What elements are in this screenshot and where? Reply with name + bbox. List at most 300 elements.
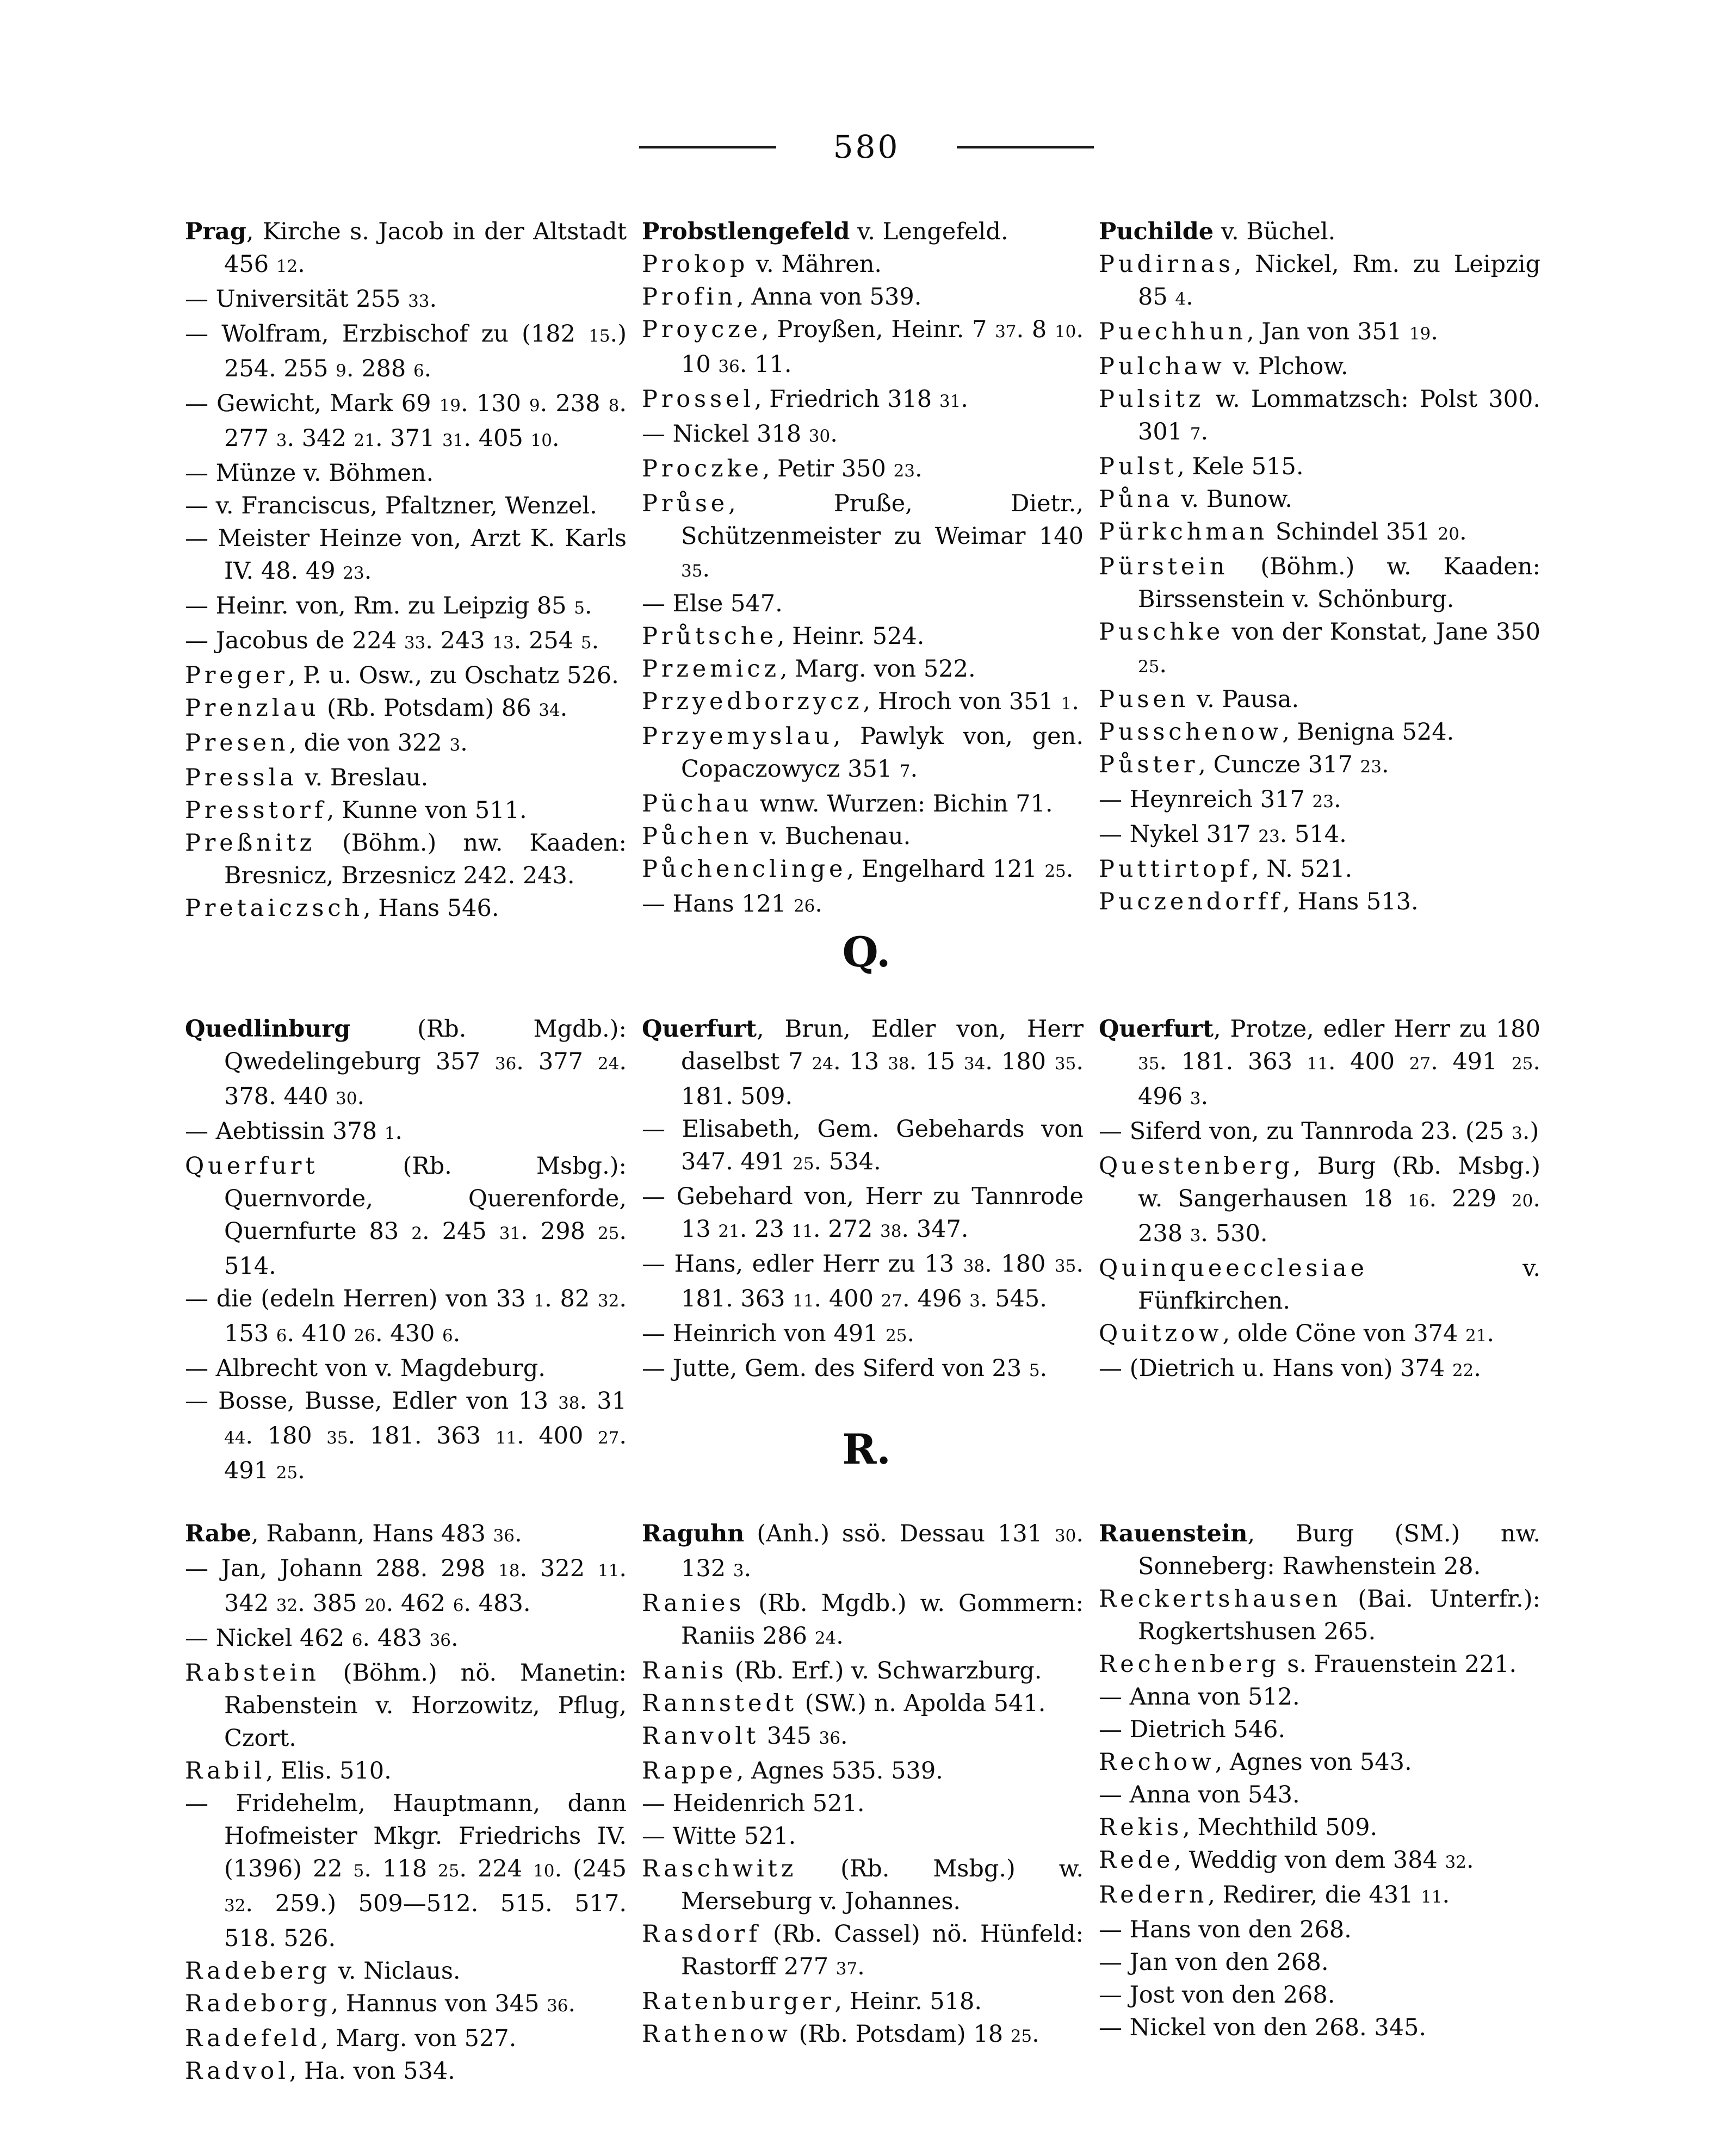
line-ref: 25	[597, 1224, 620, 1243]
entry-headword: Puechhun	[1099, 318, 1247, 345]
index-entry: Ratenburger, Heinr. 518.	[642, 1988, 982, 2015]
line-ref: 30	[1054, 1526, 1076, 1546]
line-ref: 21	[1465, 1326, 1487, 1346]
index-entry: — Universität 255 33.	[185, 286, 437, 313]
dash-mark: —	[1099, 1716, 1122, 1743]
index-entry: Rannstedt (SW.) n. Apolda 541.	[642, 1690, 1046, 1717]
index-entry: Püchau wnw. Wurzen: Bichin 71.	[642, 790, 1053, 817]
dash-mark: —	[185, 320, 208, 348]
header-rule-right	[957, 146, 1094, 148]
line-ref: 21	[354, 431, 375, 450]
entry-headword: Rasdorf	[642, 1920, 762, 1948]
dash-mark: —	[185, 492, 208, 519]
entry-headword: Rechenberg	[1099, 1651, 1280, 1678]
index-entry: Proycze, Proyßen, Heinr. 7 37. 8 10. 10 36. 11.	[642, 316, 1084, 378]
line-ref: 35	[1138, 1054, 1160, 1074]
line-ref: 15	[589, 326, 610, 346]
line-ref: 18	[498, 1561, 520, 1581]
dash-mark: —	[185, 1285, 208, 1312]
index-entry: Pulchaw v. Plchow.	[1099, 353, 1348, 380]
entry-headword: Rappe	[642, 1757, 736, 1785]
entry-headword: Půna	[1099, 486, 1174, 513]
dash-mark: —	[642, 420, 665, 448]
column-1	[185, 1013, 627, 1489]
index-entry: Radeborg, Hannus von 345 36.	[185, 1990, 576, 2017]
line-ref: 33	[408, 292, 430, 311]
line-ref: 12	[276, 257, 298, 276]
index-entry: Rappe, Agnes 535. 539.	[642, 1757, 943, 1785]
index-entry: Rauenstein, Burg (SM.) nw. Sonneberg: Rawhenstein 28.	[1099, 1520, 1540, 1580]
index-entry: Pusschenow, Benigna 524.	[1099, 718, 1455, 746]
dash-mark: —	[1099, 1355, 1122, 1382]
index-entry: — Aebtissin 378 1.	[185, 1118, 403, 1145]
entry-headword: Radvol	[185, 2058, 289, 2085]
entry-headword: Pulst	[1099, 453, 1178, 480]
entry-headword: Pusen	[1099, 686, 1190, 713]
line-ref: 10	[1054, 322, 1076, 342]
line-ref: 34	[963, 1054, 986, 1074]
entry-headword: Radeborg	[185, 1990, 331, 2017]
entry-headword: Ranis	[642, 1657, 727, 1684]
entry-headword: Profin	[642, 283, 737, 311]
index-entry: — Meister Heinze von, Arzt K. Karls IV. 48. 49 23.	[185, 525, 627, 585]
line-ref: 5	[574, 598, 585, 618]
index-entry: — Jost von den 268.	[1099, 1981, 1335, 2009]
section-r	[185, 1517, 1540, 2087]
index-entry: Rede, Weddig von dem 384 32.	[1099, 1847, 1474, 1874]
index-entry: — Anna von 543.	[1099, 1781, 1300, 1808]
entry-headword: Pudirnas	[1099, 251, 1234, 278]
entry-headword: Rauenstein	[1099, 1520, 1248, 1547]
index-entry: Prag, Kirche s. Jacob in der Altstadt 456 12.	[185, 218, 627, 278]
index-entry: Przemicz, Marg. von 522.	[642, 655, 976, 683]
index-entry: Puchilde v. Büchel.	[1099, 218, 1336, 245]
line-ref: 24	[812, 1054, 833, 1074]
index-entry: Půster, Cuncze 317 23.	[1099, 751, 1389, 778]
dash-mark: —	[642, 590, 665, 617]
index-entry: Querfurt, Protze, edler Herr zu 180 35. 181. 363 11. 400 27. 491 25. 496 3.	[1099, 1015, 1540, 1110]
line-ref: 20	[1438, 524, 1459, 544]
index-entry: Quedlinburg (Rb. Mgdb.): Qwedelingeburg 357 36. 377 24. 378. 440 30.	[185, 1015, 627, 1110]
section-p	[185, 215, 1540, 925]
dash-mark: —	[185, 1625, 208, 1652]
line-ref: 36	[819, 1728, 840, 1748]
line-ref: 36	[547, 1996, 568, 2016]
index-entry: — Witte 521.	[642, 1823, 796, 1850]
dash-mark: —	[185, 627, 208, 654]
index-entry: Radefeld, Marg. von 527.	[185, 2025, 517, 2052]
line-ref: 25	[886, 1326, 907, 1346]
index-entry: Questenberg, Burg (Rb. Msbg.) w. Sangerhausen 18 16. 229 20. 238 3. 530.	[1099, 1153, 1540, 1247]
index-entry: Průse, Pruße, Dietr., Schützenmeister zu Weimar 140 35.	[642, 490, 1084, 583]
dash-mark: —	[1099, 1118, 1122, 1145]
entry-headword: Quinqueecclesiae	[1099, 1255, 1368, 1282]
entry-headword: Pürkchman	[1099, 518, 1268, 546]
column-2	[642, 1013, 1084, 1387]
dash-mark: —	[1099, 821, 1122, 848]
index-entry: — Wolfram, Erzbischof zu (182 15.) 254. 255 9. 288 6.	[185, 320, 627, 382]
line-ref: 35	[1054, 1054, 1076, 1074]
entry-headword: Pressla	[185, 764, 298, 791]
line-ref: 16	[1408, 1191, 1429, 1211]
entry-headword: Pulsitz	[1099, 386, 1205, 413]
index-entry: — Dietrich 546.	[1099, 1716, 1286, 1743]
line-ref: 35	[681, 561, 703, 581]
line-ref: 6	[351, 1631, 363, 1650]
dash-mark: —	[1099, 1781, 1122, 1808]
index-entry: Proczke, Petir 350 23.	[642, 455, 923, 482]
index-entry: Půchen v. Buchenau.	[642, 823, 911, 850]
column-3	[1099, 215, 1540, 918]
dash-mark: —	[185, 1555, 208, 1582]
line-ref: 31	[442, 431, 464, 450]
entry-headword: Quitzow	[1099, 1320, 1223, 1347]
index-entry: Preger, P. u. Osw., zu Oschatz 526.	[185, 662, 619, 689]
index-entry: Puczendorff, Hans 513.	[1099, 888, 1419, 915]
entry-headword: Rede	[1099, 1847, 1174, 1874]
entry-headword: Presen	[185, 729, 289, 757]
line-ref: 37	[995, 322, 1017, 342]
line-ref: 11	[793, 1291, 814, 1311]
index-entry: Pulsitz w. Lommatzsch: Polst 300. 301 7.	[1099, 386, 1540, 445]
dash-mark: —	[185, 525, 208, 552]
dash-mark: —	[1099, 1683, 1122, 1711]
line-ref: 25	[276, 1463, 298, 1483]
line-ref: 25	[438, 1861, 460, 1881]
entry-headword: Querfurt	[642, 1015, 757, 1043]
line-ref: 11	[495, 1428, 517, 1448]
line-ref: 32	[276, 1596, 298, 1615]
index-entry: Radvol, Ha. von 534.	[185, 2058, 455, 2085]
line-ref: 44	[224, 1428, 246, 1448]
index-entry: Prokop v. Mähren.	[642, 251, 882, 278]
index-entry: — Jacobus de 224 33. 243 13. 254 5.	[185, 627, 599, 654]
line-ref: 23	[1360, 757, 1382, 777]
line-ref: 5	[353, 1861, 364, 1881]
entry-headword: Rabil	[185, 1757, 266, 1785]
index-entry: — Else 547.	[642, 590, 783, 617]
entry-headword: Rekis	[1099, 1814, 1183, 1841]
index-entry: Raschwitz (Rb. Msbg.) w. Merseburg v. Johannes.	[642, 1855, 1084, 1915]
index-entry: Pürkchman Schindel 351 20.	[1099, 518, 1467, 546]
entry-headword: Rabe	[185, 1520, 252, 1547]
index-entry: Prenzlau (Rb. Potsdam) 86 34.	[185, 695, 568, 722]
index-entry: Presstorf, Kunne von 511.	[185, 797, 527, 824]
line-ref: 23	[893, 461, 915, 481]
index-entry: Quitzow, olde Cöne von 374 21.	[1099, 1320, 1495, 1347]
entry-headword: Půchen	[642, 823, 752, 850]
line-ref: 36	[494, 1054, 517, 1074]
line-ref: 30	[808, 426, 831, 446]
index-entry: Redern, Redirer, die 431 11.	[1099, 1881, 1450, 1909]
line-ref: 25	[1010, 2027, 1032, 2046]
line-ref: 26	[354, 1326, 375, 1346]
index-entry: Rabil, Elis. 510.	[185, 1757, 392, 1785]
line-ref: 2	[411, 1224, 422, 1243]
index-entry: — Hans von den 268.	[1099, 1916, 1352, 1943]
index-entry: — Nickel 462 6. 483 36.	[185, 1625, 459, 1652]
entry-headword: Puschke	[1099, 618, 1224, 646]
entry-headword: Puczendorff	[1099, 888, 1283, 915]
line-ref: 27	[881, 1291, 903, 1311]
line-ref: 32	[597, 1291, 620, 1311]
entry-headword: Rechow	[1099, 1749, 1215, 1776]
index-entry: — Jutte, Gem. des Siferd von 23 5.	[642, 1355, 1048, 1382]
index-entry: Puschke von der Konstat, Jane 350 25.	[1099, 618, 1540, 678]
index-entry: — die (edeln Herren) von 33 1. 82 32. 153 6. 410 26. 430 6.	[185, 1285, 627, 1347]
column-1	[185, 215, 627, 925]
index-entry: Ranis (Rb. Erf.) v. Schwarzburg.	[642, 1657, 1042, 1684]
entry-headword: Radeberg	[185, 1957, 331, 1985]
line-ref: 36	[429, 1631, 451, 1650]
line-ref: 4	[1175, 289, 1186, 309]
index-entry: Pudirnas, Nickel, Rm. zu Leipzig 85 4.	[1099, 251, 1540, 311]
entry-headword: Rannstedt	[642, 1690, 797, 1717]
entry-headword: Průtsche	[642, 623, 777, 650]
entry-headword: Průse	[642, 490, 729, 517]
line-ref: 11	[1307, 1054, 1328, 1074]
section-header-r: R.	[842, 1425, 891, 1473]
entry-headword: Püchau	[642, 790, 753, 817]
entry-headword: Prokop	[642, 251, 749, 278]
index-entry: — Elisabeth, Gem. Gebehards von 347. 491 25. 534.	[642, 1116, 1084, 1175]
line-ref: 33	[404, 633, 426, 653]
entry-headword: Raschwitz	[642, 1855, 797, 1882]
index-entry: — (Dietrich u. Hans von) 374 22.	[1099, 1355, 1481, 1382]
entry-headword: Probstlengefeld	[642, 218, 850, 245]
column-2	[642, 215, 1084, 922]
index-entry: Rabstein (Böhm.) nö. Manetin: Rabenstein v. Horzowitz, Pflug, Czort.	[185, 1659, 627, 1752]
line-ref: 11	[1421, 1887, 1443, 1907]
line-ref: 23	[343, 563, 364, 583]
index-entry: Rabe, Rabann, Hans 483 36.	[185, 1520, 522, 1547]
line-ref: 3	[449, 735, 461, 755]
index-entry: Quinqueecclesiae v. Fünfkirchen.	[1099, 1255, 1540, 1315]
line-ref: 34	[539, 701, 560, 720]
entry-headword: Redern	[1099, 1881, 1208, 1909]
line-ref: 3	[969, 1291, 980, 1311]
entry-headword: Pürstein	[1099, 553, 1229, 580]
dash-mark: —	[185, 286, 208, 313]
entry-headword: Ranies	[642, 1590, 745, 1617]
index-entry: Průtsche, Heinr. 524.	[642, 623, 925, 650]
line-ref: 24	[814, 1628, 837, 1648]
line-ref: 26	[793, 896, 815, 916]
index-entry: Rechenberg s. Frauenstein 221.	[1099, 1651, 1517, 1678]
entry-headword: Pulchaw	[1099, 353, 1226, 380]
entry-headword: Quedlinburg	[185, 1015, 351, 1043]
index-entry: Pusen v. Pausa.	[1099, 686, 1299, 713]
entry-headword: Raguhn	[642, 1520, 745, 1547]
line-ref: 38	[880, 1222, 902, 1241]
entry-headword: Prenzlau	[185, 695, 320, 722]
entry-headword: Pretaiczsch	[185, 895, 363, 922]
line-ref: 6	[453, 1596, 464, 1615]
index-entry: Rasdorf (Rb. Cassel) nö. Hünfeld: Rastorff 277 37.	[642, 1920, 1084, 1980]
index-entry: Pressla v. Breslau.	[185, 764, 429, 791]
line-ref: 23	[1258, 827, 1280, 846]
line-ref: 38	[558, 1393, 580, 1413]
dash-mark: —	[642, 1823, 665, 1850]
line-ref: 27	[1409, 1054, 1431, 1074]
dash-mark: —	[642, 1320, 665, 1347]
dash-mark: —	[642, 1250, 665, 1278]
index-entry: Rekis, Mechthild 509.	[1099, 1814, 1378, 1841]
line-ref: 7	[1190, 424, 1201, 444]
index-entry: Presen, die von 322 3.	[185, 729, 468, 757]
line-ref: 9	[336, 361, 346, 381]
index-entry: Rechow, Agnes von 543.	[1099, 1749, 1412, 1776]
line-ref: 36	[718, 357, 740, 376]
entry-headword: Puttirtopf	[1099, 856, 1252, 883]
entry-headword: Proycze	[642, 316, 762, 343]
line-ref: 38	[963, 1256, 985, 1276]
index-entry: Puttirtopf, N. 521.	[1099, 856, 1353, 883]
line-ref: 37	[835, 1959, 858, 1979]
index-entry: — Albrecht von v. Magdeburg.	[185, 1355, 546, 1382]
line-ref: 25	[1511, 1054, 1533, 1074]
line-ref: 32	[224, 1896, 246, 1916]
index-entry: — Hans 121 26.	[642, 890, 823, 918]
entry-headword: Rathenow	[642, 2021, 791, 2048]
entry-headword: Proczke	[642, 455, 763, 482]
entry-headword: Půchenclinge	[642, 856, 847, 883]
index-entry: — Hans, edler Herr zu 13 38. 180 35. 181. 363 11. 400 27. 496 3. 545.	[642, 1250, 1084, 1312]
dash-mark: —	[642, 1790, 665, 1817]
index-entry: Půna v. Bunow.	[1099, 486, 1292, 513]
dash-mark: —	[1099, 786, 1122, 813]
index-entry: Querfurt, Brun, Edler von, Herr daselbst 7 24. 13 38. 15 34. 180 35. 181. 509.	[642, 1015, 1084, 1110]
entry-headword: Radefeld	[185, 2025, 321, 2052]
page-number: 580	[833, 128, 900, 165]
entry-headword: Ranvolt	[642, 1723, 760, 1750]
index-entry: Przyemyslau, Pawlyk von, gen. Copaczowycz 351 7.	[642, 723, 1084, 783]
index-entry: Půchenclinge, Engelhard 121 25.	[642, 856, 1074, 883]
index-entry: — Heinr. von, Rm. zu Leipzig 85 5.	[185, 592, 592, 619]
line-ref: 25	[793, 1154, 814, 1174]
index-entry: Rathenow (Rb. Potsdam) 18 25.	[642, 2021, 1039, 2048]
index-entry: — Heynreich 317 23.	[1099, 786, 1341, 813]
column-1	[185, 1517, 627, 2087]
line-ref: 36	[493, 1526, 515, 1546]
line-ref: 8	[608, 396, 620, 416]
line-ref: 3	[276, 431, 287, 450]
dash-mark: —	[1099, 1916, 1122, 1943]
line-ref: 3	[733, 1561, 744, 1581]
line-ref: 3	[1190, 1089, 1201, 1108]
dash-mark: —	[185, 1790, 208, 1817]
index-entry: Querfurt (Rb. Msbg.): Quernvorde, Querenforde, Quernfurte 83 2. 245 31. 298 25. 514.	[185, 1153, 627, 1280]
entry-headword: Puchilde	[1099, 218, 1214, 245]
entry-headword: Reckertshausen	[1099, 1585, 1341, 1613]
index-entry: Probstlengefeld v. Lengefeld.	[642, 218, 1008, 245]
index-entry: — Nykel 317 23. 514.	[1099, 821, 1347, 848]
index-entry: Pulst, Kele 515.	[1099, 453, 1304, 480]
line-ref: 30	[336, 1089, 357, 1108]
entry-headword: Przyemyslau	[642, 723, 833, 750]
index-entry: — Heinrich von 491 25.	[642, 1320, 915, 1347]
header-rule-left	[639, 146, 776, 148]
index-entry: Puechhun, Jan von 351 19.	[1099, 318, 1438, 345]
entry-headword: Querfurt	[1099, 1015, 1214, 1043]
entry-headword: Prag	[185, 218, 246, 245]
dash-mark: —	[185, 1355, 208, 1382]
line-ref: 32	[1445, 1853, 1466, 1872]
line-ref: 1	[534, 1291, 545, 1311]
entry-headword: Przyedborzycz	[642, 688, 863, 715]
dash-mark: —	[1099, 1981, 1122, 2009]
line-ref: 38	[888, 1054, 909, 1074]
index-entry: Pürstein (Böhm.) w. Kaaden: Birssenstein v. Schönburg.	[1099, 553, 1540, 613]
line-ref: 11	[597, 1561, 620, 1581]
index-entry: Przyedborzycz, Hroch von 351 1.	[642, 688, 1079, 715]
index-entry: — Jan, Johann 288. 298 18. 322 11. 342 32. 385 20. 462 6. 483.	[185, 1555, 627, 1617]
dash-mark: —	[1099, 2014, 1122, 2041]
index-entry: — v. Franciscus, Pfaltzner, Wenzel.	[185, 492, 597, 519]
line-ref: 6	[442, 1326, 453, 1346]
dash-mark: —	[185, 592, 208, 619]
index-entry: Preßnitz (Böhm.) nw. Kaaden: Bresnicz, Brzesnicz 242. 243.	[185, 829, 627, 889]
entry-headword: Půster	[1099, 751, 1199, 778]
line-ref: 19	[1409, 324, 1431, 344]
dash-mark: —	[185, 460, 208, 487]
column-3	[1099, 1013, 1540, 1387]
index-entry: — Gewicht, Mark 69 19. 130 9. 238 8. 277 3. 342 21. 371 31. 405 10.	[185, 390, 627, 452]
line-ref: 35	[326, 1428, 348, 1448]
index-entry: Ranies (Rb. Mgdb.) w. Gommern: Raniis 286 24.	[642, 1590, 1084, 1650]
line-ref: 6	[276, 1326, 287, 1346]
line-ref: 10	[533, 1861, 555, 1881]
line-ref: 31	[499, 1224, 521, 1243]
dash-mark: —	[642, 890, 665, 918]
index-entry: Raguhn (Anh.) ssö. Dessau 131 30. 132 3.	[642, 1520, 1084, 1582]
index-entry: Radeberg v. Niclaus.	[185, 1957, 461, 1985]
line-ref: 25	[1138, 657, 1160, 677]
line-ref: 24	[597, 1054, 620, 1074]
line-ref: 35	[1054, 1256, 1076, 1276]
dash-mark: —	[185, 390, 208, 417]
entry-headword: Ratenburger	[642, 1988, 835, 2015]
index-entry: — Münze v. Böhmen.	[185, 460, 434, 487]
section-header-q: Q.	[842, 928, 891, 976]
line-ref: 1	[1061, 694, 1072, 714]
line-ref: 20	[1511, 1191, 1533, 1211]
column-2	[642, 1517, 1084, 2053]
index-entry: Pretaiczsch, Hans 546.	[185, 895, 499, 922]
entry-headword: Preger	[185, 662, 288, 689]
line-ref: 3	[1190, 1226, 1201, 1246]
index-entry: — Nickel von den 268. 345.	[1099, 2014, 1427, 2041]
index-entry: — Fridehelm, Hauptmann, dann Hofmeister Mkgr. Friedrichs IV. (1396) 22 5. 118 25. 224 10. (245 32. 259.) 509—512. 515. 517. 518. 526.	[185, 1790, 627, 1952]
line-ref: 10	[530, 431, 552, 450]
index-entry: — Jan von den 268.	[1099, 1949, 1329, 1976]
column-3	[1099, 1517, 1540, 2044]
index-entry: — Heidenrich 521.	[642, 1790, 865, 1817]
index-entry: — Siferd von, zu Tannroda 23. (25 3.)	[1099, 1118, 1539, 1145]
dash-mark: —	[185, 1387, 208, 1415]
line-ref: 25	[1044, 862, 1066, 881]
line-ref: 5	[1029, 1361, 1040, 1380]
entry-headword: Querfurt	[185, 1153, 319, 1180]
entry-headword: Pusschenow	[1099, 718, 1283, 746]
entry-headword: Rabstein	[185, 1659, 320, 1687]
index-entry: — Anna von 512.	[1099, 1683, 1300, 1711]
line-ref: 31	[939, 392, 961, 411]
line-ref: 6	[413, 361, 424, 381]
index-entry: Ranvolt 345 36.	[642, 1723, 848, 1750]
line-ref: 19	[439, 396, 461, 416]
index-entry: Reckertshausen (Bai. Unterfr.): Rogkertshusen 265.	[1099, 1585, 1540, 1645]
